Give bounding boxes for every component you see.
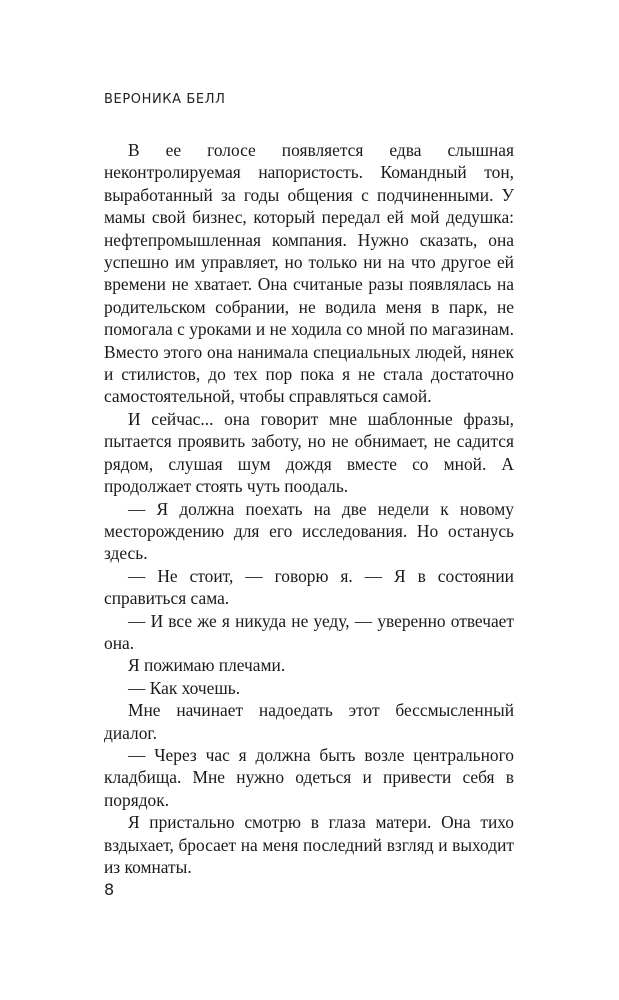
body-text bbox=[104, 139, 514, 878]
paragraph: Я пристально смотрю в глаза матери. Она тихо вздыхает, бросает на меня последний взгляд и выходит из комнаты. bbox=[104, 812, 514, 877]
page-number: 8 bbox=[104, 880, 115, 899]
paragraph: Я пожимаю плечами. bbox=[128, 655, 286, 676]
paragraph: Мне начинает надоедать этот бессмысленный диалог. bbox=[104, 700, 514, 743]
paragraph: — И все же я никуда не уеду, — уверенно отвечает она. bbox=[104, 610, 514, 653]
paragraph: — Через час я должна быть возле центрального кладбища. Мне нужно одеться и привести себя в порядок. bbox=[104, 744, 514, 810]
paragraph: В ее голосе появляется едва слышная неконтролируемая напористость. Командный тон, выработанный за годы общения с подчиненными. У мамы свой бизнес, который передал ей мой дедушка: нефтепромышленная компания. Нужно сказать, она успешно им управляет, но только ни на что другое ей времени не хватает. Она считаные разы появлялась на родительском собрании, не водила меня в парк, не помогала с уроками и не ходила со мной по магазинам. Вместо этого она нанимала специальных людей, нянек и стилистов, до тех пор пока я не стала достаточно самостоятельной, чтобы справляться самой. bbox=[104, 140, 514, 407]
paragraph: — Как хочешь. bbox=[128, 677, 241, 698]
paragraph: — Не стоит, — говорю я. — Я в состоянии справиться сама. bbox=[104, 565, 514, 609]
paragraph: И сейчас... она говорит мне шаблонные фразы, пытается проявить заботу, но не обнимает, не садится рядом, слушая шум дождя вместе со мной. А продолжает стоять чуть поодаль. bbox=[104, 408, 514, 497]
paragraph: — Я должна поехать на две недели к новому месторождению для его исследования. Но останусь здесь. bbox=[104, 498, 514, 564]
running-head-author: ВЕРОНИКА БЕЛЛ bbox=[104, 92, 226, 107]
